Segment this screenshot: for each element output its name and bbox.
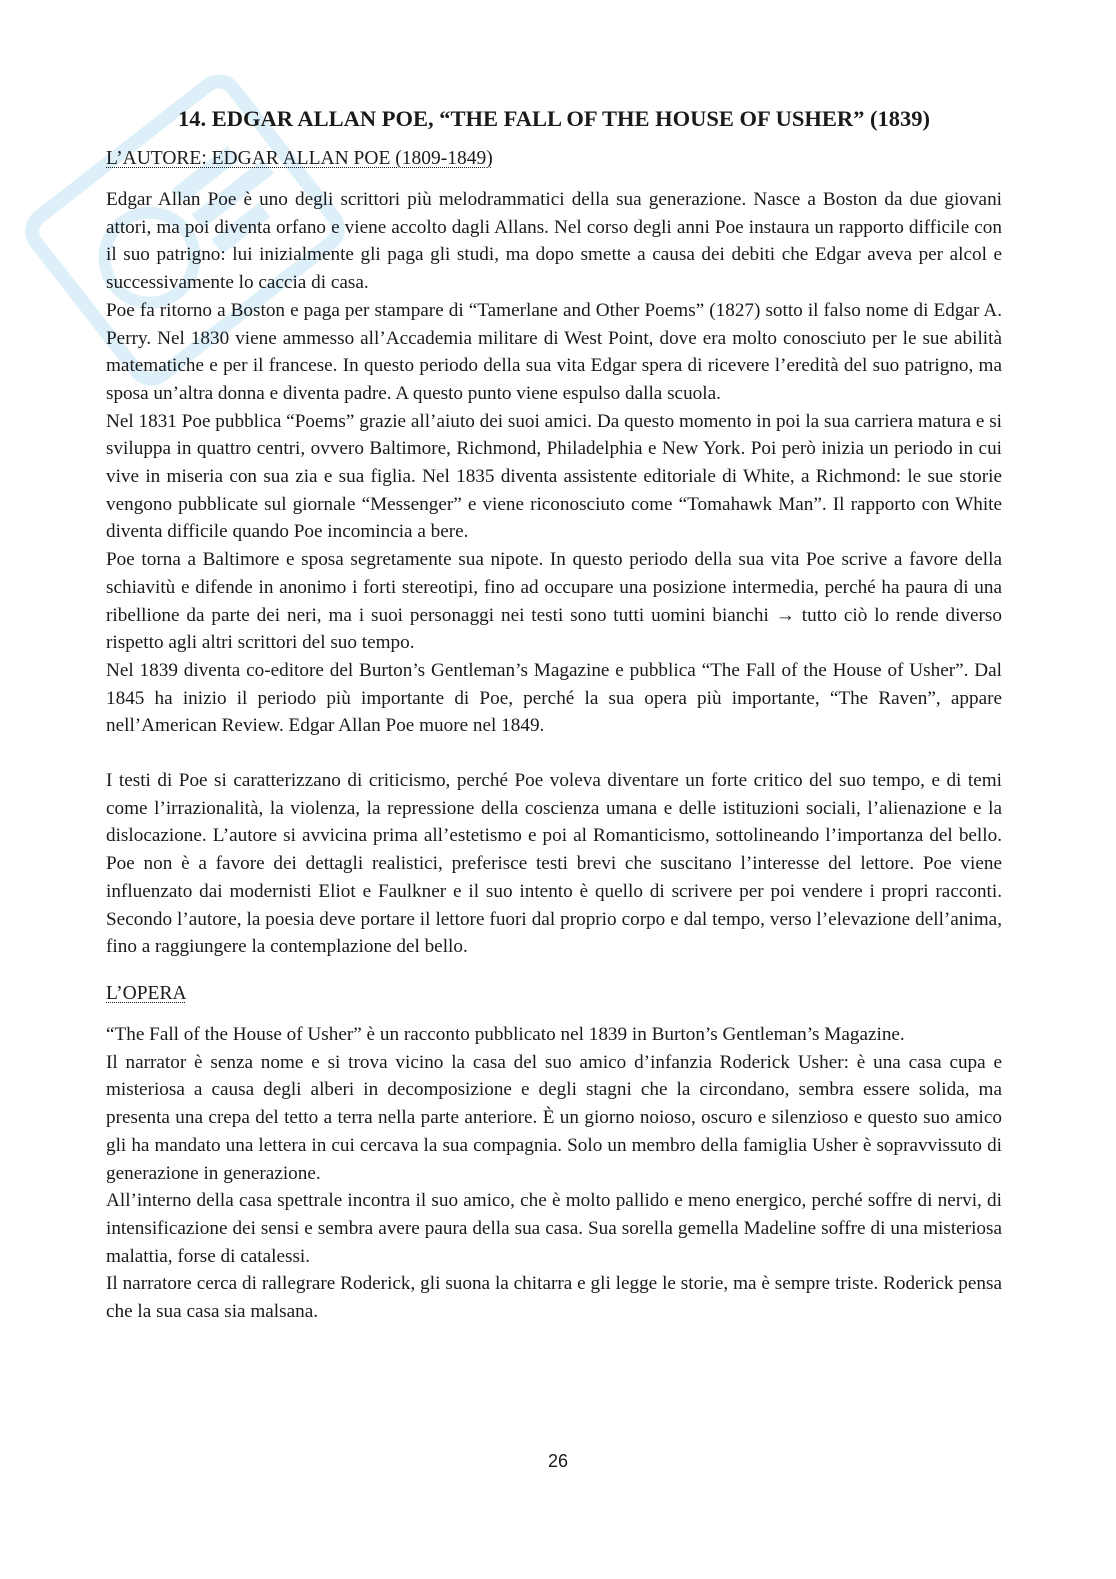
author-paragraph-4: Poe torna a Baltimore e sposa segretamente sua nipote. In questo periodo della sua vita Poe scrive a favore della schiavitù e difende in anonimo i forti stereotipi, fino ad occupare una posizione intermedia, perché ha paura di una ribellione da parte dei neri, ma i suoi personaggi nei testi sono tutti uomini bianchi → tutto ciò lo rende diverso rispetto agli altri scrittori del suo tempo. — [106, 549, 1002, 654]
page-number: 26 — [547, 1451, 569, 1471]
work-paragraph-4: Il narratore cerca di rallegrare Roderick, gli suona la chitarra e gli legge le storie, ma è sempre triste. Roderick pensa che la sua casa sia malsana. — [106, 1273, 1002, 1323]
author-paragraph-5: Nel 1839 diventa co-editore del Burton’s Gentleman’s Magazine e pubblica “The Fall of the House of Usher”. Dal 1845 ha inizio il periodo più importante di Poe, perché la sua opera più importante, “The Raven”, appare nell’American Review. Edgar Allan Poe muore nel 1849. — [106, 659, 1002, 737]
author-section-heading: L’AUTORE: EDGAR ALLAN POE (1809-1849) — [106, 148, 493, 169]
work-paragraph-3: All’interno della casa spettrale incontra il suo amico, che è molto pallido e meno energico, perché soffre di nervi, di intensificazione dei sensi e sembra avere paura della sua casa. Sua sorella gemella Madeline soffre di una misteriosa malattia, forse di catalessi. — [106, 1190, 1002, 1267]
work-section-heading: L’OPERA — [106, 982, 187, 1004]
author-paragraph-1: Edgar Allan Poe è uno degli scrittori più melodrammatici della sua generazione. Nasce a Boston da due giovani attori, ma poi diventa orfano e viene accolto dagli Allans. Nel corso degli anni Poe instaura un rapporto difficile con il suo patrigno: lui inizialmente gli paga gli studi, ma dopo smette a causa dei debiti che Edgar aveva per alcol e successivamente lo caccia di casa. — [106, 189, 1002, 294]
author-paragraph-2: Poe fa ritorno a Boston e paga per stampare di “Tamerlane and Other Poems” (1827) sotto il falso nome di Edgar A. Perry. Nel 1830 viene ammesso all’Accademia militare di West Point, dove era molto conosciuto per le sue abilità matematiche e per il francese. In questo periodo della sua vita Edgar spera di ricevere l’eredità del suo patrigno, ma sposa un’altra donna e diventa padre. A questo punto viene espulso dalla scuola. — [106, 299, 1002, 404]
spacer — [106, 961, 1002, 981]
document-page — [106, 104, 1002, 1326]
work-paragraph-2: Il narrator è senza nome e si trova vicino la casa del suo amico d’infanzia Roderick Usher: è una casa cupa e misteriosa a causa degli alberi in decomposizione e degli stagni che la circondano, sembra essere solida, ma presenta una crepa del tetto a terra nella parte anteriore. È un giorno noioso, oscuro e silenzioso e questo suo amico gli ha mandato una lettera in cui cercava la sua compagnia. Solo un membro della famiglia Usher è sopravvissuto di generazione in generazione. — [106, 1051, 1002, 1184]
author-biography — [106, 186, 1002, 740]
document-title: 14. EDGAR ALLAN POE, “THE FALL OF THE HOUSE OF USHER” (1839) — [178, 106, 930, 131]
author-paragraph-3: Nel 1831 Poe pubblica “Poems” grazie all’aiuto dei suoi amici. Da questo momento in poi la sua carriera matura e si sviluppa in quattro centri, ovvero Baltimore, Richmond, Philadelphia e New York. Poi però inizia un periodo in cui vive in miseria con sua zia e sua figlia. Nel 1835 diventa assistente editoriale di White, a Richmond: le sue storie vengono pubblicate sul giornale “Messenger” e viene riconosciuto come “Tomahawk Man”. Il rapporto con White diventa difficile quando Poe incomincia a bere. — [106, 410, 1002, 543]
author-style-paragraph: I testi di Poe si caratterizzano di criticismo, perché Poe voleva diventare un forte critico del suo tempo, e di temi come l’irrazionalità, la violenza, la repressione della coscienza umana e delle istituzioni sociali, l’alienazione e la dislocazione. L’autore si avvicina prima all’estetismo e poi al Romanticismo, sottolineando l’importanza del bello. Poe non è a favore dei dettagli realistici, preferisce testi brevi che suscitano l’interesse del lettore. Poe viene influenzato dai modernisti Eliot e Faulkner e il suo intento è quello di scrivere per poi vendere i propri racconti. Secondo l’autore, la poesia deve portare il lettore fuori dal proprio corpo e dal tempo, verso l’elevazione dell’anima, fino a raggiungere la contemplazione del bello. — [106, 770, 1002, 958]
work-description — [106, 1021, 1002, 1326]
work-paragraph-1: “The Fall of the House of Usher” è un racconto pubblicato nel 1839 in Burton’s Gentleman’s Magazine. — [106, 1023, 905, 1045]
spacer — [106, 740, 1002, 767]
